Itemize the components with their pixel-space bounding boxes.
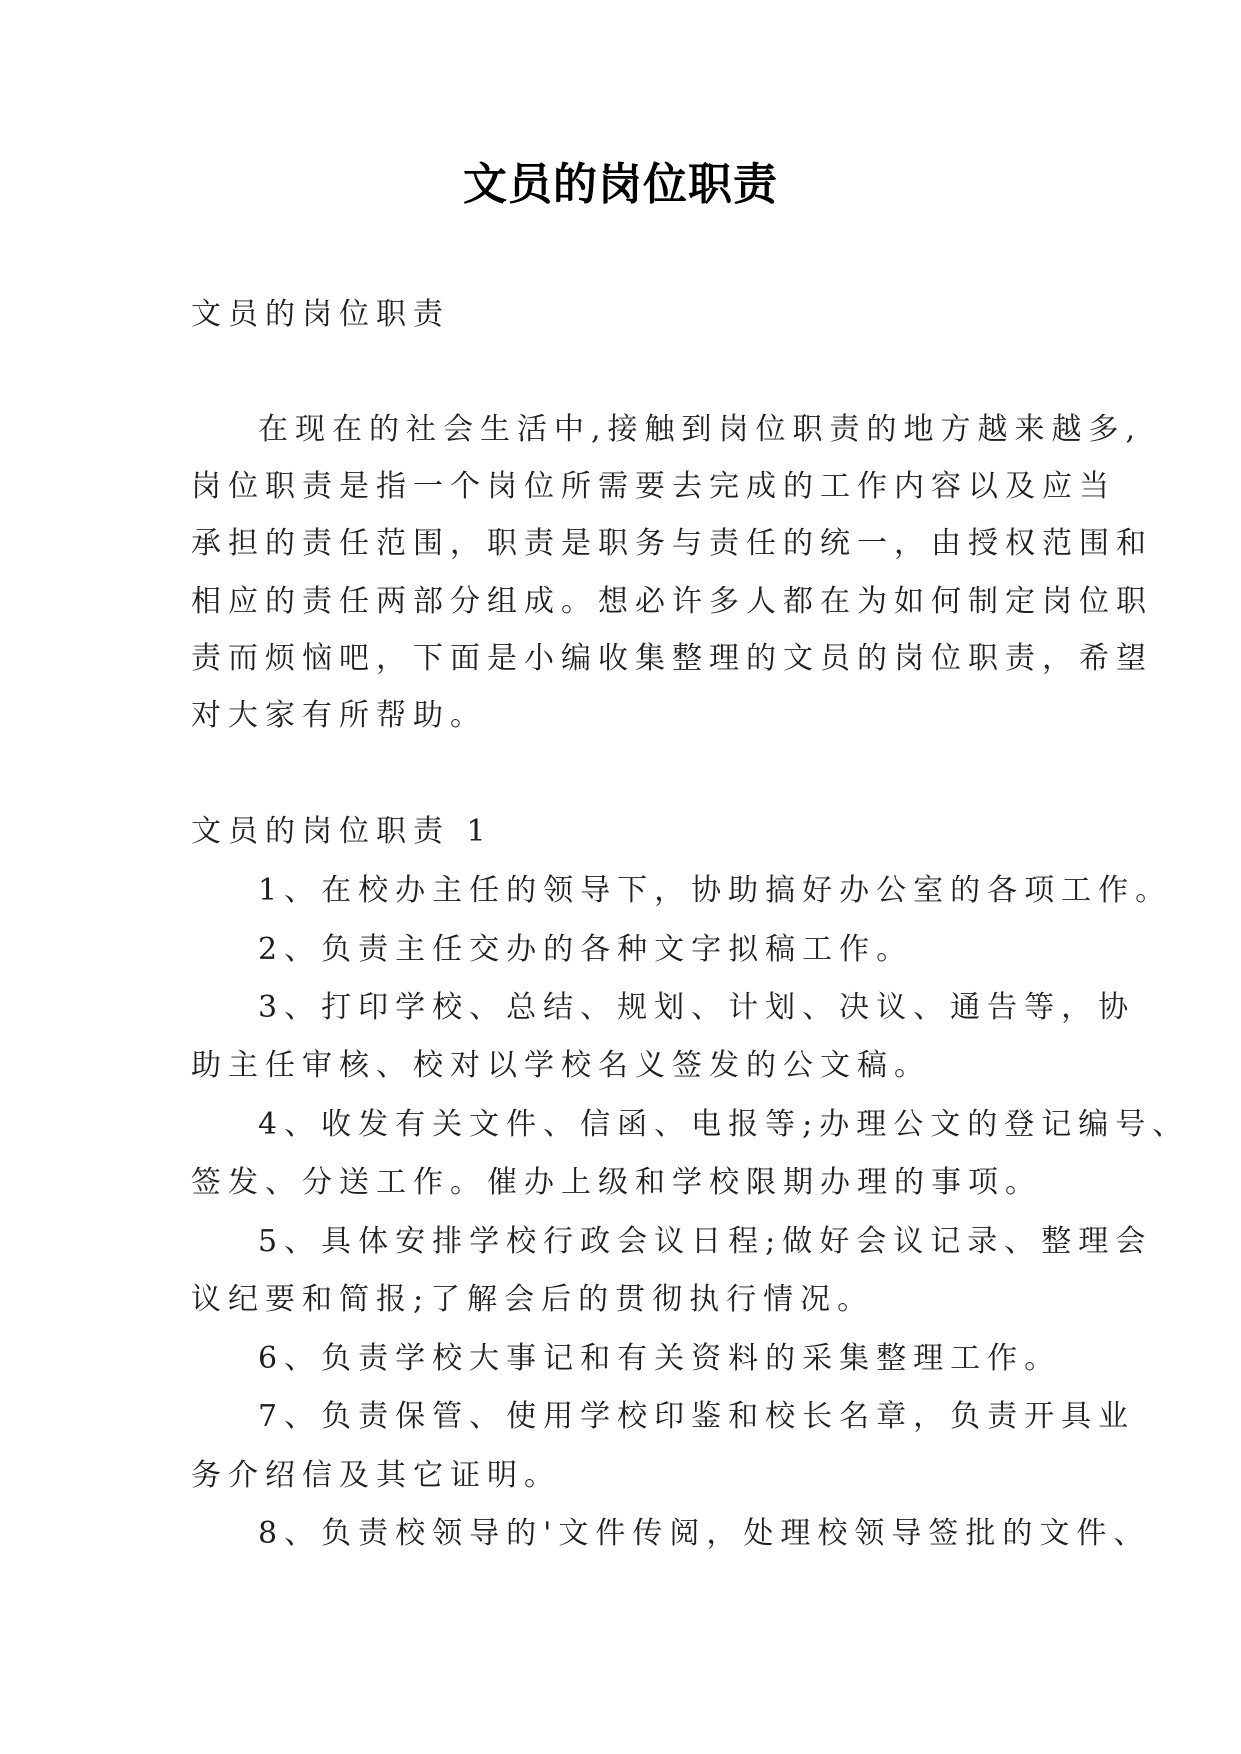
document-title: 文员的岗位职责 [463,159,778,210]
list-item-continuation: 签发、分送工作。催办上级和学校限期办理的事项。 [191,1165,1042,1200]
intro-line: 岗位职责是指一个岗位所需要去完成的工作内容以及应当 [191,469,1116,504]
list-item-continuation: 助主任审核、校对以学校名义签发的公文稿。 [191,1048,931,1083]
list-item: 3、打印学校、总结、规划、计划、决议、通告等，协 [258,990,1136,1025]
intro-line: 在现在的社会生活中,接触到岗位职责的地方越来越多, [258,412,1143,447]
list-item: 5、具体安排学校行政会议日程;做好会议记录、整理会 [258,1224,1153,1259]
list-item: 8、负责校领导的'文件传阅，处理校领导签批的文件、 [258,1516,1151,1551]
document-subtitle: 文员的岗位职责 [191,297,450,332]
list-item: 4、收发有关文件、信函、电报等;办理公文的登记编号、 [258,1107,1190,1142]
list-item: 2、负责主任交办的各种文字拟稿工作。 [258,932,914,967]
intro-line: 责而烦恼吧，下面是小编收集整理的文员的岗位职责，希望 [191,641,1153,676]
section-heading: 文员的岗位职责 1 [191,814,493,849]
intro-line: 对大家有所帮助。 [191,698,487,733]
list-item: 7、负责保管、使用学校印鉴和校长名章，负责开具业 [258,1399,1136,1434]
intro-line: 相应的责任两部分组成。想必许多人都在为如何制定岗位职 [191,584,1153,619]
intro-line: 承担的责任范围，职责是职务与责任的统一，由授权范围和 [191,526,1153,561]
list-item-continuation: 务介绍信及其它证明。 [191,1458,561,1493]
list-item-continuation: 议纪要和简报;了解会后的贯彻执行情况。 [191,1282,875,1317]
list-item: 1、在校办主任的领导下，协助搞好办公室的各项工作。 [258,873,1173,908]
list-item: 6、负责学校大事记和有关资料的采集整理工作。 [258,1341,1062,1376]
